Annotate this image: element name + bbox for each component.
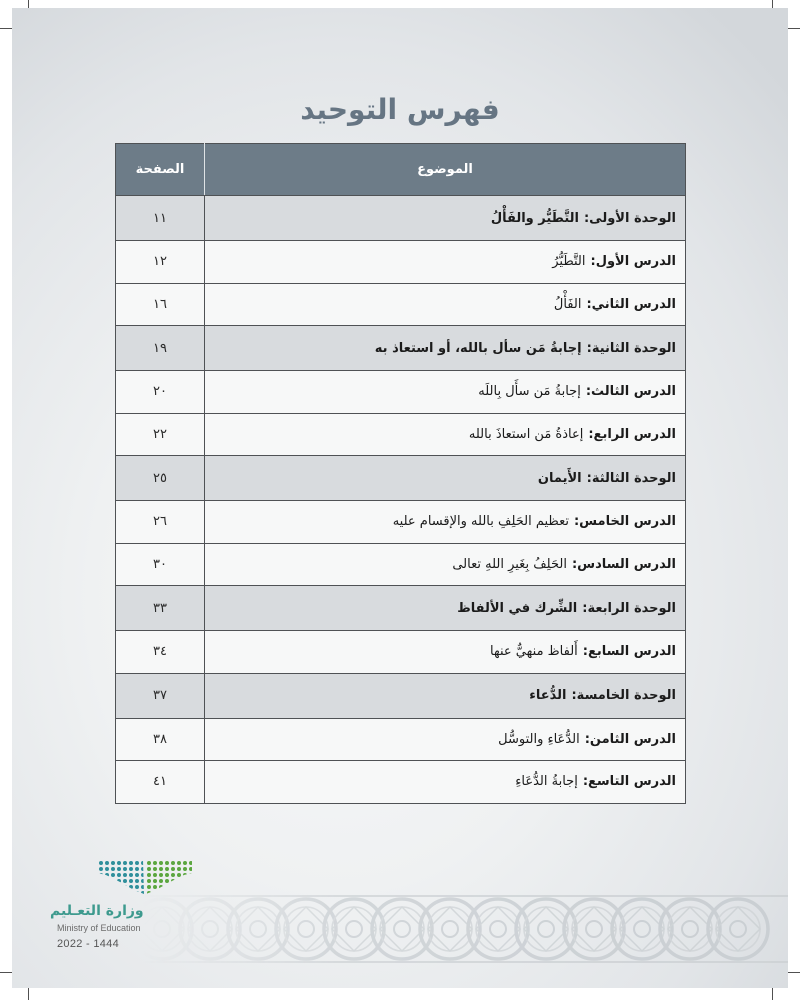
topic-cell: [205, 196, 686, 241]
unit-title: الدُّعاء: [529, 688, 567, 703]
lesson-title: إعاذةُ مَن استعاذَ بالله: [468, 426, 584, 442]
topic-cell: [205, 326, 686, 371]
crop-mark: [772, 0, 773, 8]
crop-mark: [772, 988, 773, 1000]
unit-label: الوحدة الثالثة:: [586, 470, 676, 486]
toc-row-unit: [116, 456, 686, 501]
lesson-label: الدرس الخامس:: [573, 514, 676, 530]
topic-cell: [205, 543, 686, 586]
toc-row-lesson: [116, 543, 686, 586]
page-number: ١٢: [116, 241, 205, 284]
page-number: ١٦: [116, 283, 205, 326]
unit-title: الأَيمان: [537, 470, 582, 486]
page-number: ٣٧: [116, 673, 205, 718]
page-number: ١٩: [116, 326, 205, 371]
page-title: فهرس التوحيد: [300, 93, 500, 126]
ministry-name-arabic: وزارة التعـليم: [50, 903, 144, 919]
page-number: ٢٦: [116, 501, 205, 544]
toc-row-lesson: [116, 501, 686, 544]
unit-label: الوحدة الثانية:: [586, 340, 676, 356]
crop-mark: [788, 972, 800, 973]
topic-cell: [205, 283, 686, 326]
topic-cell: [205, 456, 686, 501]
lesson-title: التَّطَيُّرُ: [552, 254, 586, 270]
lesson-title: الفَأْلُ: [553, 296, 582, 312]
toc-row-lesson: [116, 413, 686, 456]
topic-cell: [205, 718, 686, 761]
page-number: ٤١: [116, 761, 205, 804]
crop-mark: [0, 972, 12, 973]
toc-row-unit: [116, 586, 686, 631]
ministry-of-education-logo-icon: [98, 860, 192, 896]
toc-row-unit: [116, 326, 686, 371]
page-number: ٢٥: [116, 456, 205, 501]
toc-row-lesson: [116, 241, 686, 284]
lesson-label: الدرس الأول:: [590, 254, 676, 270]
lesson-title: الحَلِفُ بِغَيرِ اللهِ تعالى: [452, 556, 567, 572]
table-of-contents: [115, 143, 686, 804]
toc-row-lesson: [116, 371, 686, 414]
unit-label: الوحدة الرابعة:: [582, 600, 676, 616]
page-number: ٣٣: [116, 586, 205, 631]
toc-row-lesson: [116, 761, 686, 804]
lesson-label: الدرس التاسع:: [582, 774, 676, 790]
unit-title: التَّطَيُّر والفَأْلُ: [490, 210, 579, 226]
topic-cell: [205, 631, 686, 674]
crop-mark: [0, 28, 12, 29]
page-number: ٢٠: [116, 371, 205, 414]
unit-title: إجابةُ مَن سأل بالله، أو استعاذ به: [374, 340, 582, 356]
lesson-title: إجابةُ مَن سأَل بِاللَه: [478, 384, 581, 400]
column-header-page: الصفحة: [116, 144, 205, 196]
topic-cell: [205, 501, 686, 544]
lesson-title: أَلفاظ منهيٌّ عنها: [490, 644, 578, 660]
topic-cell: [205, 673, 686, 718]
lesson-title: إجابةُ الدُّعَاءِ: [515, 774, 578, 790]
lesson-label: الدرس الثاني:: [586, 296, 676, 312]
lesson-label: الدرس السادس:: [571, 556, 676, 572]
crop-mark: [28, 0, 29, 8]
page-number: ٣٤: [116, 631, 205, 674]
page-number: ٣٠: [116, 543, 205, 586]
lesson-title: الدُّعَاءِ والتوسُّل: [498, 731, 580, 747]
topic-cell: [205, 413, 686, 456]
toc-row-lesson: [116, 631, 686, 674]
crop-mark: [788, 28, 800, 29]
lesson-title: تعظيم الحَلِفِ بالله والإقسام عليه: [392, 514, 569, 530]
toc-row-unit: [116, 673, 686, 718]
lesson-label: الدرس السابع:: [582, 644, 676, 660]
unit-title: الشِّرك في الألفاظ: [457, 600, 578, 616]
topic-cell: [205, 241, 686, 284]
toc-row-unit: [116, 196, 686, 241]
page-number: ٣٨: [116, 718, 205, 761]
column-header-topic: الموضوع: [205, 144, 686, 196]
crop-mark: [28, 988, 29, 1000]
toc-row-lesson: [116, 283, 686, 326]
topic-cell: [205, 371, 686, 414]
topic-cell: [205, 761, 686, 804]
toc-row-lesson: [116, 718, 686, 761]
unit-label: الوحدة الخامسة:: [571, 688, 676, 703]
topic-cell: [205, 586, 686, 631]
table-header-row: [116, 144, 686, 196]
page-number: ١١: [116, 196, 205, 241]
ministry-name-english: Ministry of Education: [57, 923, 141, 933]
edition-year: 2022 - 1444: [57, 938, 120, 950]
ornamental-border-pattern: [142, 890, 788, 968]
lesson-label: الدرس الثامن:: [584, 731, 676, 747]
unit-label: الوحدة الأولى:: [583, 210, 676, 226]
lesson-label: الدرس الرابع:: [588, 426, 676, 442]
lesson-label: الدرس الثالث:: [585, 384, 676, 400]
page-number: ٢٢: [116, 413, 205, 456]
